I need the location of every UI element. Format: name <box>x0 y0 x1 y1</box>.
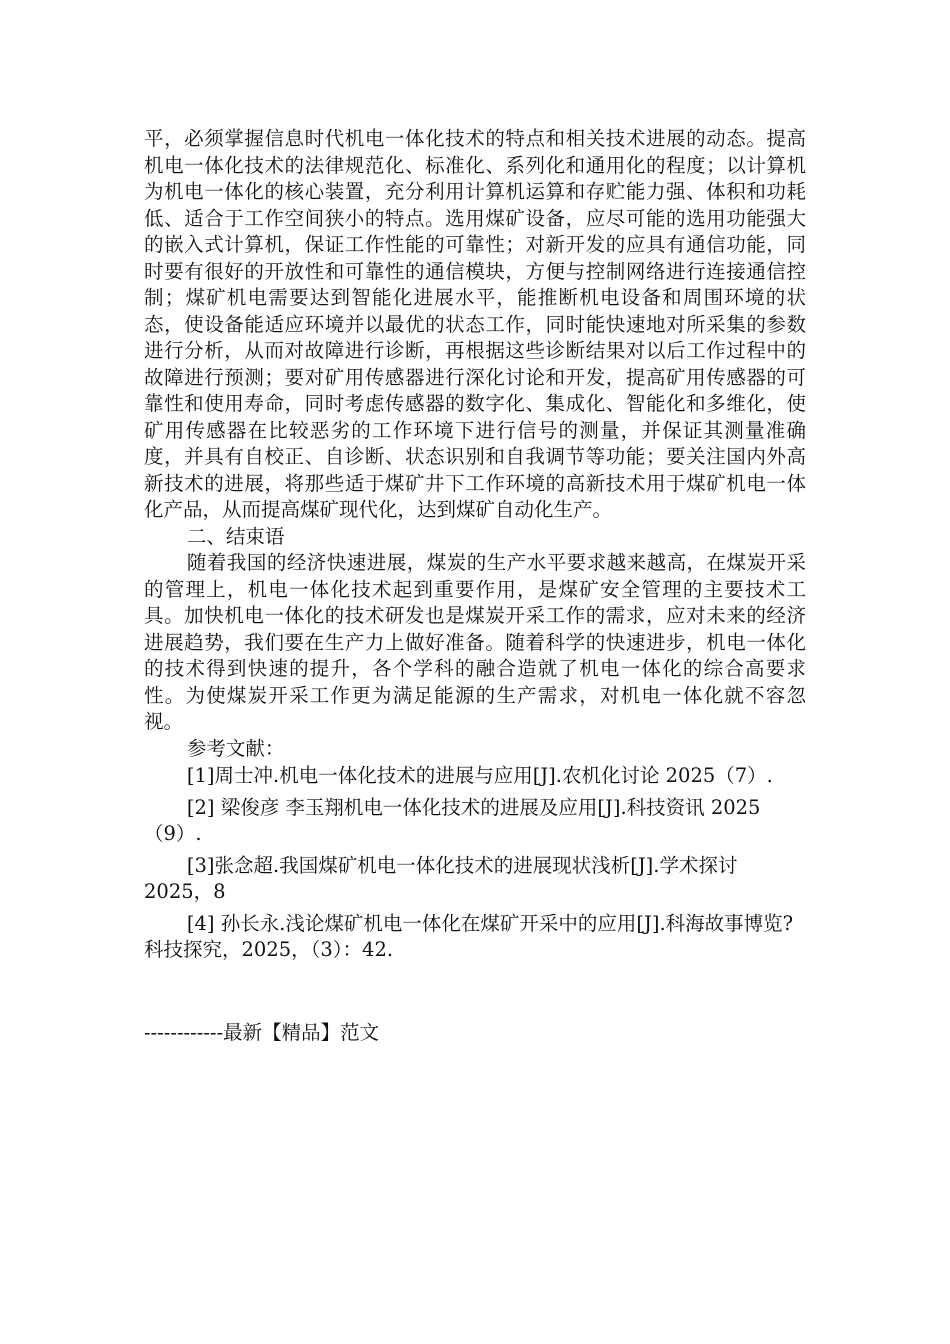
references-list <box>144 762 806 964</box>
body-paragraph-conclusion: 随着我国的经济快速进展，煤炭的生产水平要求越来越高，在煤炭开采的管理上，机电一体化技术起到重要作用，是煤矿安全管理的主要技术工具。加快机电一体化的技术研发也是煤炭开采工作的需求，应对未来的经济进展趋势，我们要在生产力上做好准备。随着科学的快速进步，机电一体化的技术得到快速的提升，各个学科的融合造就了机电一体化的综合高要求性。为使煤炭开采工作更为满足能源的生产需求，对机电一体化就不容忽视。 <box>144 551 806 733</box>
reference-item-2: [2] 梁俊彦 李玉翔机电一体化技术的进展及应用[J].科技资讯 2025（9）. <box>144 795 761 845</box>
document-body <box>144 126 806 968</box>
page-footer: ------------最新【精品】范文 <box>144 1021 380 1044</box>
reference-item-3: [3]张念超.我国煤矿机电一体化技术的进展现状浅析[J].学术探讨 2025，8 <box>144 853 738 903</box>
body-paragraph-continued: 平，必须掌握信息时代机电一体化技术的特点和相关技术进展的动态。提高机电一体化技术的法律规范化、标准化、系列化和通用化的程度；以计算机为机电一体化的核心装置，充分利用计算机运算和存贮能力强、体积和功耗低、适合于工作空间狭小的特点。选用煤矿设备，应尽可能的选用功能强大的嵌入式计算机，保证工作性能的可靠性；对新开发的应具有通信功能，同时要有很好的开放性和可靠性的通信模块，方便与控制网络进行连接通信控制；煤矿机电需要达到智能化进展水平，能推断机电设备和周围环境的状态，使设备能适应环境并以最优的状态工作，同时能快速地对所采集的参数进行分析，从而对故障进行诊断，再根据这些诊断结果对以后工作过程中的故障进行预测；要对矿用传感器进行深化讨论和开发，提高矿用传感器的可靠性和使用寿命，同时考虑传感器的数字化、集成化、智能化和多维化，使矿用传感器在比较恶劣的工作环境下进行信号的测量，并保证其测量准确度，并具有自校正、自诊断、状态识别和自我调节等功能；要关注国内外高新技术的进展，将那些适于煤矿井下工作环境的高新技术用于煤矿机电一体化产品，从而提高煤矿现代化，达到煤矿自动化生产。 <box>144 127 806 521</box>
references-heading: 参考文献： <box>186 736 285 760</box>
section-heading-conclusion: 二、结束语 <box>186 524 285 548</box>
reference-item-1: [1]周士冲.机电一体化技术的进展与应用[J].农机化讨论 2025（7）. <box>186 764 773 787</box>
reference-item-4: [4] 孙长永.浅论煤矿机电一体化在煤矿开采中的应用[J].科海故事博览?科技探究，2025，（3）：42. <box>144 911 794 961</box>
